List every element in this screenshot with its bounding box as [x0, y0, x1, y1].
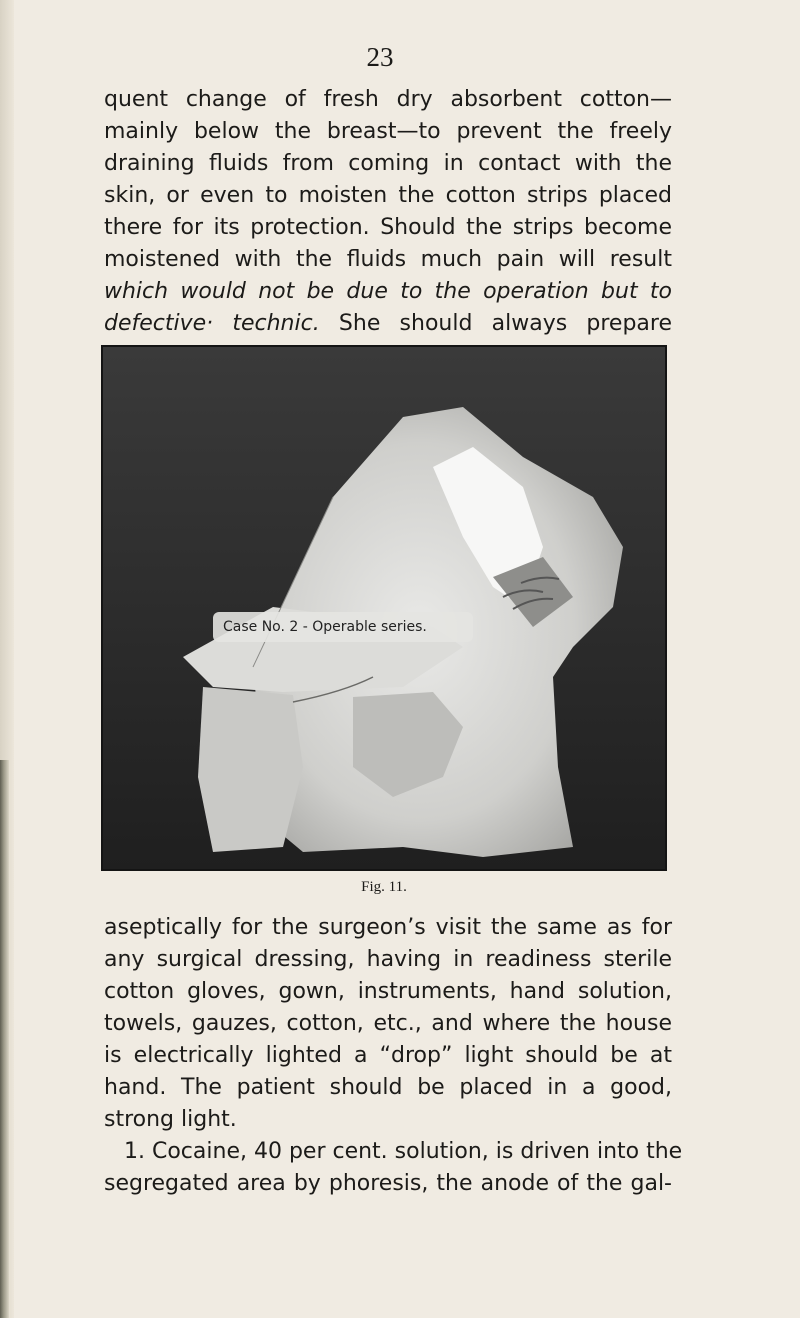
text-line: towels, gauzes, cotton, etc., and where the house	[104, 1011, 672, 1036]
text-line: strong light.	[104, 1107, 237, 1132]
text-line: moistened with the fluids much pain will result	[104, 247, 672, 272]
figure-photo	[101, 345, 667, 871]
text-line: aseptically for the surgeon’s visit the same as for	[104, 915, 672, 940]
text-line: quent change of fresh dry absorbent cotton—	[104, 87, 672, 112]
page-number: 23	[366, 42, 394, 72]
gutter-shadow	[0, 760, 9, 1318]
italic-text: which would not be due to the operation but to	[104, 279, 672, 304]
text-line-mixed	[104, 308, 672, 340]
text-line: cotton gloves, gown, instruments, hand solution,	[104, 979, 672, 1004]
text-line: mainly below the breast—to prevent the freely	[104, 119, 672, 144]
paragraph-bottom	[104, 912, 683, 1200]
text-line: hand. The patient should be placed in a good,	[104, 1075, 672, 1100]
line-end-text: She should always prepare	[319, 311, 672, 336]
text-line: is electrically lighted a “drop” light should be at	[104, 1043, 672, 1068]
text-line: 1. Cocaine, 40 per cent. solution, is driven into the	[124, 1139, 683, 1164]
text-line: there for its protection. Should the strips become	[104, 215, 672, 240]
italic-text: defective· technic.	[104, 311, 320, 336]
text-line-italic	[104, 276, 672, 308]
photo-case-label: Case No. 2 - Operable series.	[223, 619, 427, 635]
text-line: skin, or even to moisten the cotton strips placed	[104, 183, 672, 208]
text-line: draining fluids from coming in contact with the	[104, 151, 672, 176]
text-line: any surgical dressing, having in readiness sterile	[104, 947, 672, 972]
photo-illustration	[103, 347, 665, 869]
figure-caption: Fig. 11.	[361, 879, 407, 895]
paragraph-top	[104, 84, 672, 340]
text-line: segregated area by phoresis, the anode of the gal-	[104, 1171, 672, 1196]
